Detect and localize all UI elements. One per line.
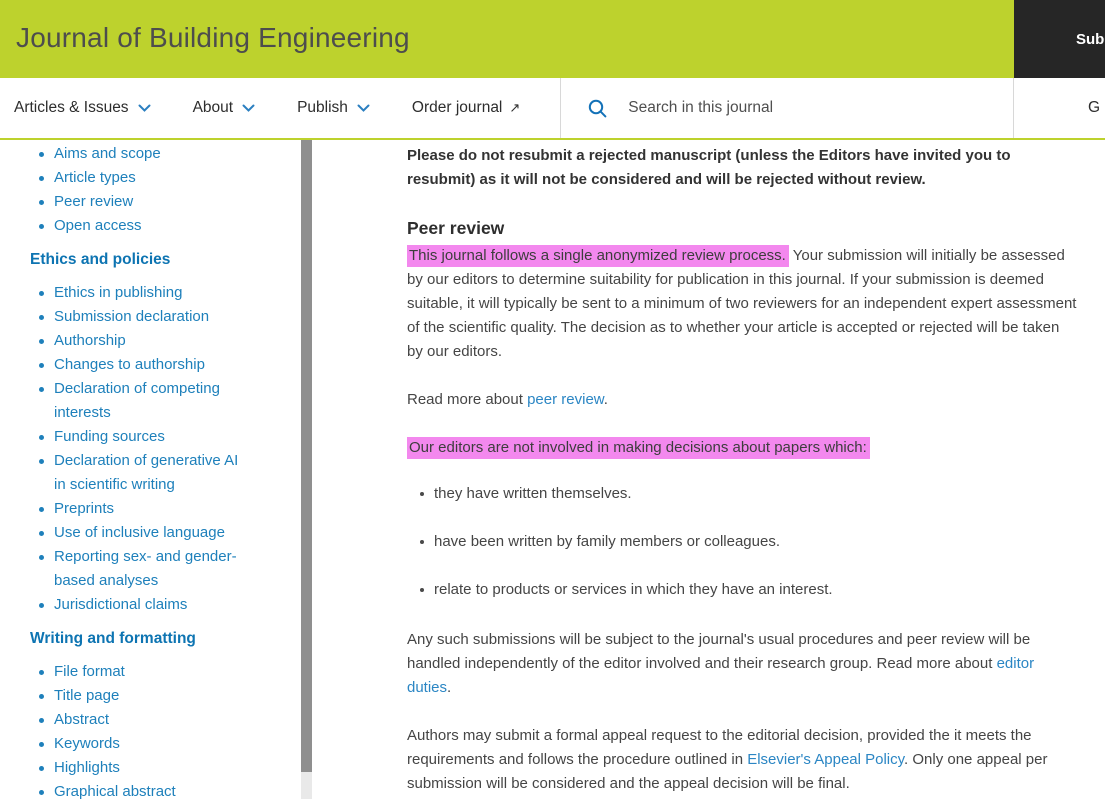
- sidebar-item-changes-to-authorship[interactable]: Changes to authorship: [54, 356, 205, 373]
- list-item: [30, 214, 252, 238]
- list-item: [30, 684, 252, 708]
- list-item: [30, 521, 252, 545]
- list-item: have been written by family members or colleagues.: [420, 532, 1077, 552]
- list-item: [30, 497, 252, 521]
- paragraph-text: .: [603, 391, 608, 408]
- editor-duties-link[interactable]: editor duties: [407, 655, 1035, 696]
- paragraph-text: Your submission will initially be assessed by our editors to determine suitability for publication in this journal. If your submission is deemed suitable, it will typically be sent to a minimum of two reviewers for an independent expert assessment of the scientific quality. The decision as to whether your article is accepted or rejected will be taken by our editors.: [407, 247, 1077, 360]
- list-item: [30, 190, 252, 214]
- page-body: [0, 140, 1105, 799]
- list-item: [30, 353, 252, 377]
- nav-articles-issues[interactable]: [14, 78, 151, 138]
- list-item: [30, 593, 252, 617]
- list-item: [30, 329, 252, 353]
- submit-article-button[interactable]: Sub: [1014, 0, 1105, 78]
- content-scrollbar-thumb[interactable]: [301, 140, 312, 772]
- sidebar-item-abstract[interactable]: Abstract: [54, 711, 110, 728]
- sidebar-item-keywords[interactable]: Keywords: [54, 735, 120, 752]
- chevron-down-icon: [138, 104, 151, 113]
- nav-order-journal-label: Order journal: [411, 99, 503, 116]
- search-input[interactable]: [626, 98, 956, 118]
- guide-sidebar: [0, 140, 303, 799]
- list-item: [30, 425, 252, 449]
- sidebar-item-highlights[interactable]: Highlights: [54, 759, 120, 776]
- nav-about[interactable]: [193, 78, 256, 138]
- paragraph-text: Any such submissions will be subject to the journal's usual procedures and peer review will be handled independently of the editor involved and their research group. Read more about: [407, 631, 1031, 672]
- sidebar-item-aims-and-scope[interactable]: Aims and scope: [54, 145, 161, 162]
- peer-review-paragraph: [407, 244, 1077, 364]
- sidebar-item-use-of-inclusive-language[interactable]: Use of inclusive language: [54, 524, 225, 541]
- sidebar-section-writing: [30, 660, 303, 799]
- chevron-down-icon: [242, 104, 255, 113]
- paragraph-text: .: [447, 679, 452, 696]
- journal-search-box: [560, 78, 1014, 138]
- sidebar-item-declaration-generative-ai[interactable]: Declaration of generative AI in scientific writing: [54, 452, 239, 493]
- nav-publish-label: Publish: [297, 99, 348, 116]
- paragraph-text: Authors may submit a formal appeal request to the editorial decision, provided the it meets the requirements and follows the procedure outlined in: [407, 727, 1032, 768]
- sidebar-item-open-access[interactable]: Open access: [54, 217, 142, 234]
- sidebar-item-funding-sources[interactable]: Funding sources: [54, 428, 165, 445]
- sidebar-heading-writing-and-formatting: Writing and formatting: [30, 630, 196, 647]
- list-item: relate to products or services in which they have an interest.: [420, 580, 1077, 600]
- appeal-paragraph: [407, 724, 1077, 796]
- list-item: [30, 660, 252, 684]
- appeal-policy-link[interactable]: Elsevier's Appeal Policy: [747, 751, 905, 768]
- chevron-down-icon: [357, 104, 370, 113]
- list-item: [30, 545, 252, 593]
- content-scrollbar-track[interactable]: [301, 140, 312, 799]
- journal-navbar: [0, 78, 1105, 140]
- journal-title: Journal of Building Engineering: [16, 22, 410, 53]
- list-item: [30, 281, 252, 305]
- resubmission-warning: Please do not resubmit a rejected manuscript (unless the Editors have invited you to resubmit) as it will not be considered and will be rejected without review.: [407, 147, 1011, 188]
- journal-banner: [0, 0, 1105, 78]
- highlighted-text: Our editors are not involved in making decisions about papers which:: [407, 437, 870, 459]
- highlighted-text: This journal follows a single anonymized review process.: [407, 245, 789, 267]
- nav-guide-for-authors-partial[interactable]: G: [1088, 99, 1101, 116]
- nav-about-label: About: [192, 99, 234, 116]
- sidebar-heading-ethics-and-policies: Ethics and policies: [30, 251, 171, 268]
- sidebar-item-declaration-competing-interests[interactable]: Declaration of competing interests: [54, 380, 220, 421]
- nav-order-journal[interactable]: [412, 78, 520, 138]
- nav-articles-issues-label: Articles & Issues: [14, 99, 129, 116]
- sidebar-item-article-types[interactable]: Article types: [54, 169, 136, 186]
- sidebar-item-peer-review[interactable]: Peer review: [54, 193, 134, 210]
- list-item: they have written themselves.: [420, 484, 1077, 504]
- list-item: [30, 732, 252, 756]
- sidebar-section-ethics: [30, 281, 303, 617]
- list-item: [30, 449, 252, 497]
- peer-review-link[interactable]: peer review: [527, 391, 604, 408]
- sidebar-item-submission-declaration[interactable]: Submission declaration: [54, 308, 210, 325]
- paragraph-text: . Only one appeal per submission will be considered and the appeal decision will be final.: [407, 751, 1048, 792]
- independent-handling-paragraph: [407, 628, 1077, 700]
- list-item: [30, 708, 252, 732]
- list-item: [30, 780, 252, 799]
- sidebar-item-jurisdictional-claims[interactable]: Jurisdictional claims: [54, 596, 188, 613]
- sidebar-item-graphical-abstract[interactable]: Graphical abstract: [54, 783, 176, 799]
- paragraph-text: Read more about: [407, 391, 528, 408]
- list-item: [30, 142, 252, 166]
- list-item: [30, 305, 252, 329]
- list-item: [30, 377, 252, 425]
- read-more-line: [407, 388, 1077, 412]
- nav-publish[interactable]: [297, 78, 370, 138]
- guide-content: [303, 140, 1105, 799]
- sidebar-item-ethics-in-publishing[interactable]: Ethics in publishing: [54, 284, 183, 301]
- editor-conflict-list: [407, 484, 1077, 600]
- external-link-icon: ↗: [509, 100, 521, 115]
- list-item: [30, 756, 252, 780]
- sidebar-item-reporting-sex-gender[interactable]: Reporting sex- and gender-based analyses: [54, 548, 237, 589]
- sidebar-item-preprints[interactable]: Preprints: [54, 500, 115, 517]
- sidebar-item-title-page[interactable]: Title page: [54, 687, 120, 704]
- sidebar-item-file-format[interactable]: File format: [54, 663, 125, 680]
- editors-not-involved-line: [407, 436, 1077, 460]
- sidebar-item-authorship[interactable]: Authorship: [54, 332, 126, 349]
- peer-review-heading: Peer review: [407, 218, 505, 238]
- search-icon[interactable]: [587, 98, 608, 119]
- sidebar-section-general: [30, 142, 303, 238]
- list-item: [30, 166, 252, 190]
